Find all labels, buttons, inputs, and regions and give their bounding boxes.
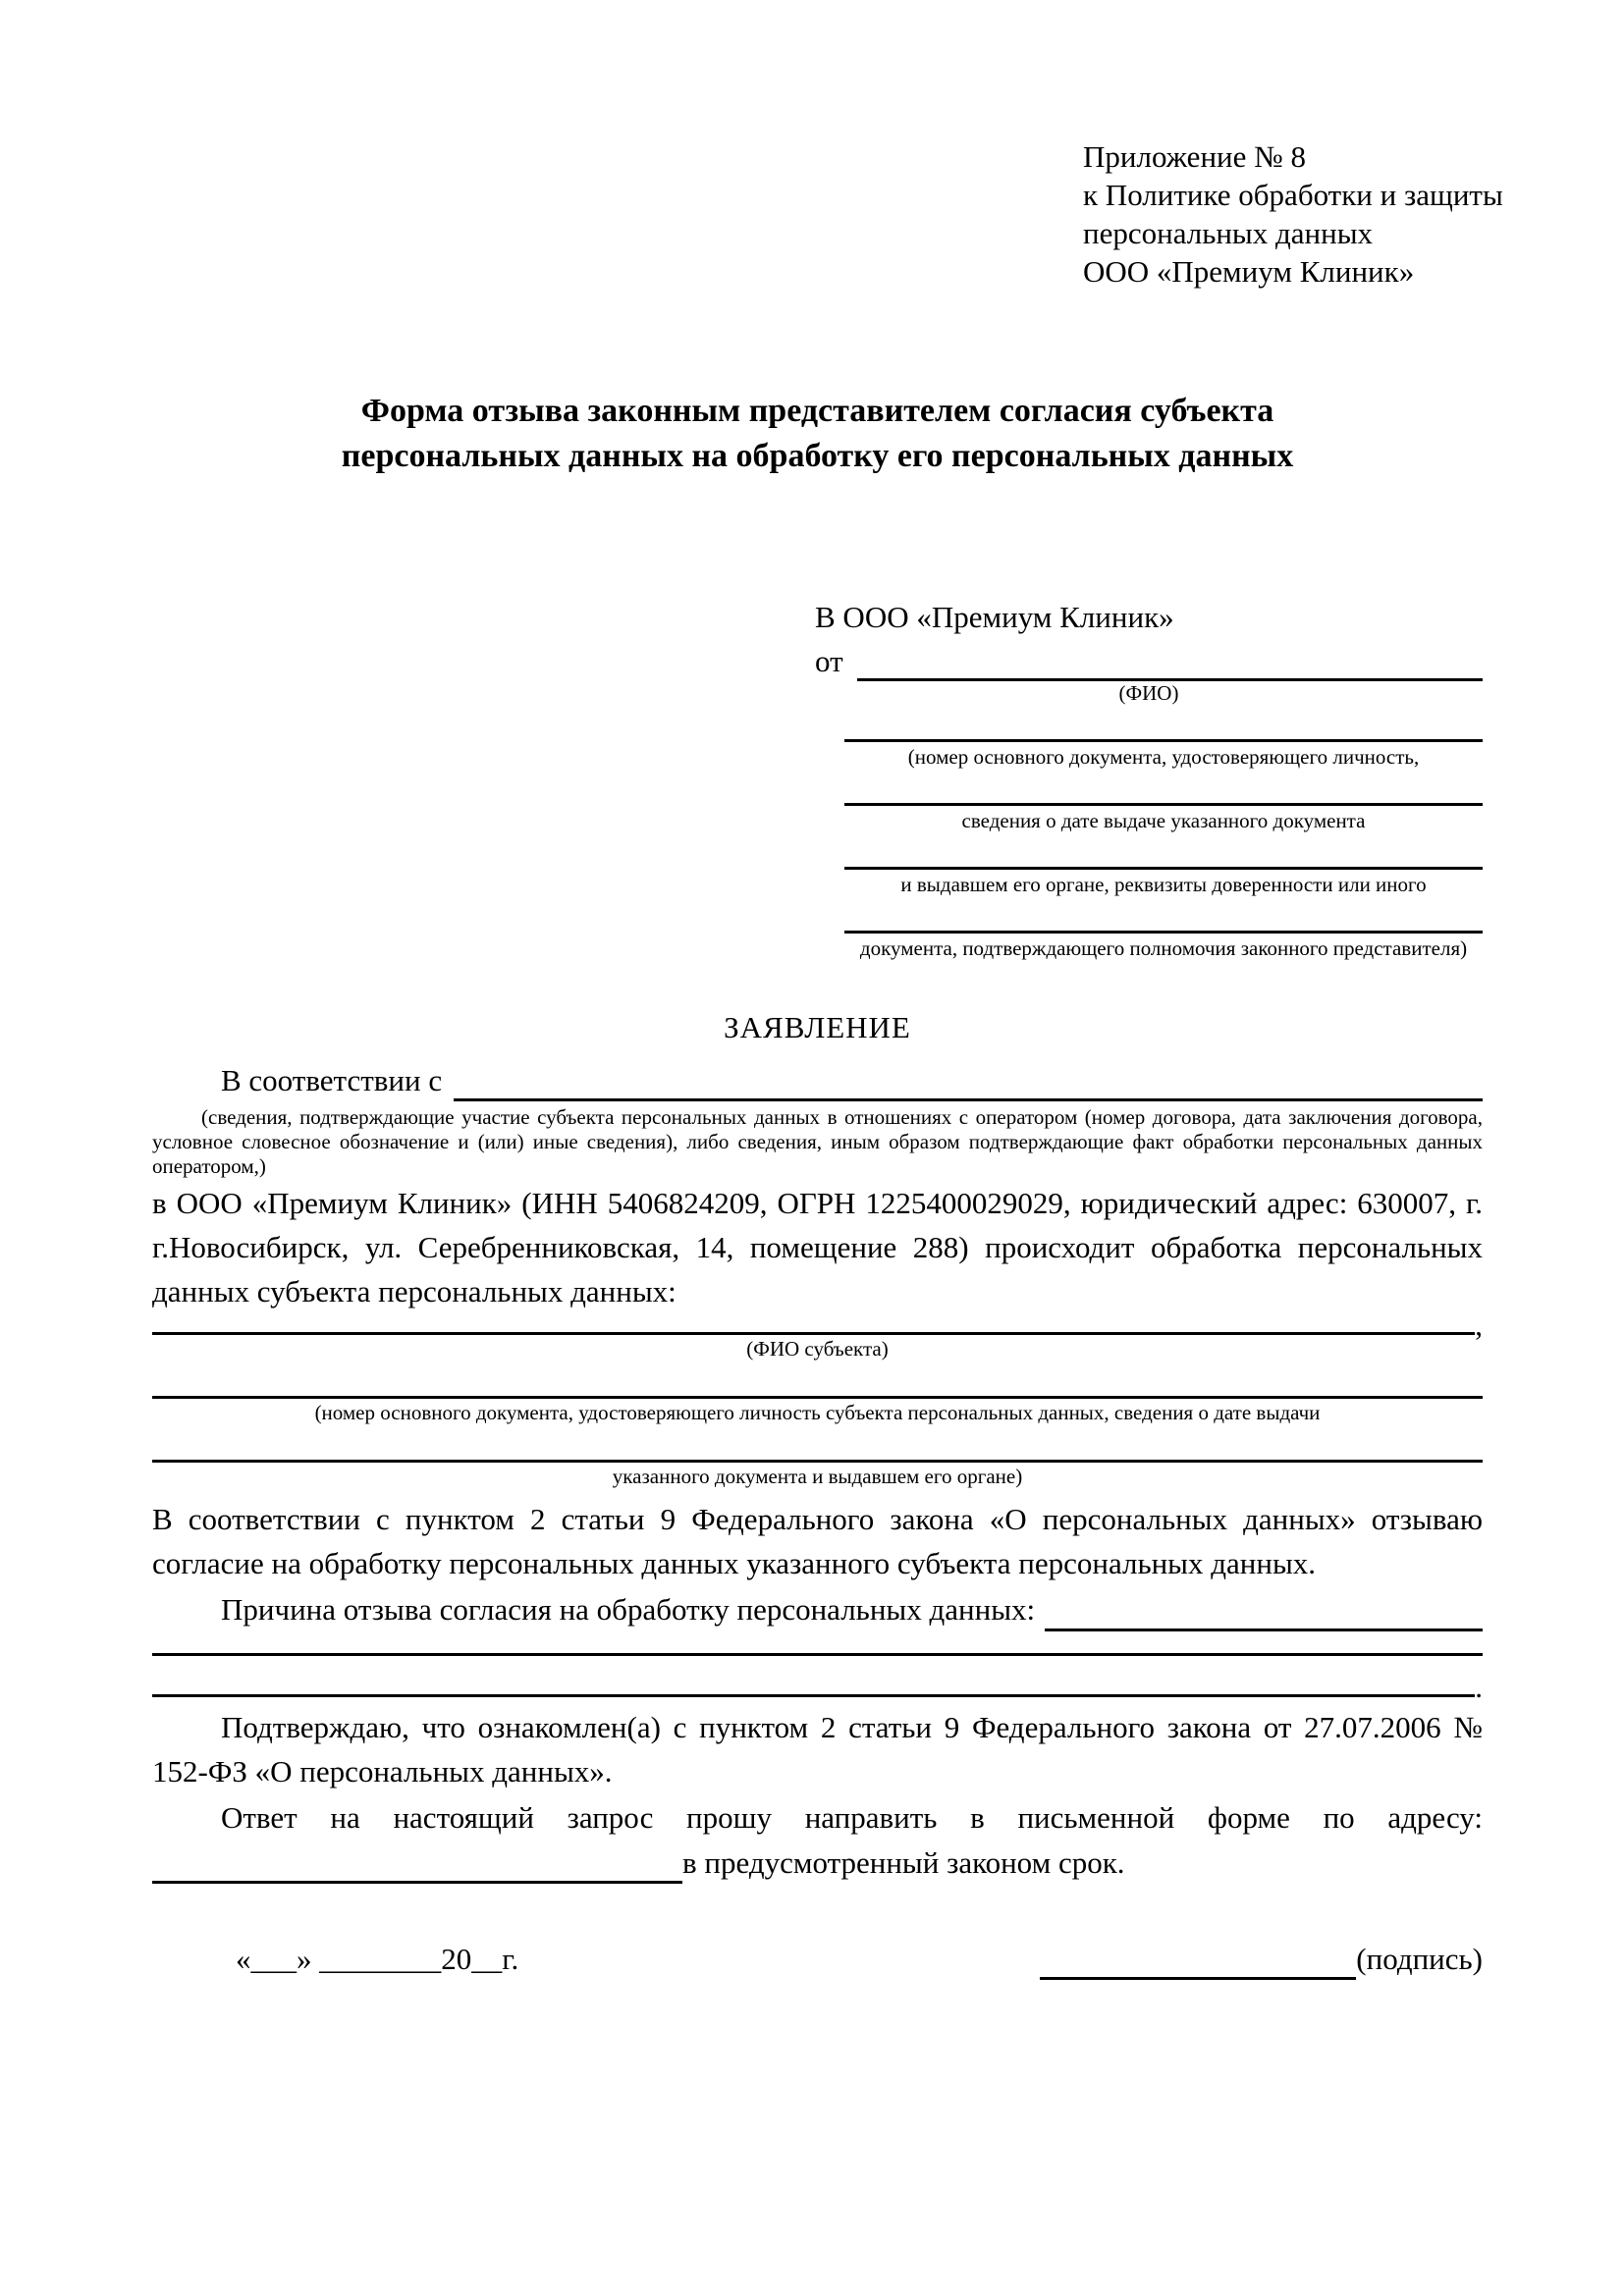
subject-doc-fill-line <box>152 1376 1483 1399</box>
legal-basis-caption: (сведения, подтверждающие участие субъекта персональных данных в отношениях с оператором (номер договора, дата заключения договора, условное словесное обозначение и (или) иные сведения), либо сведения, иным образом подтверждающие факт обработки персональных данных оператором,) <box>152 1104 1483 1178</box>
document-title <box>152 389 1483 479</box>
subject-fio-suffix: , <box>1475 1307 1483 1342</box>
representative-doc-fill-line <box>844 931 1483 934</box>
document-title-line: персональных данных на обработку его персональных данных <box>341 438 1294 475</box>
operator-paragraph: в ООО «Премиум Клиник» (ИНН 5406824209, ОГРН 1225400029029, юридический адрес: 630007, г. г.Новосибирск, ул. Серебренниковская, 14, помещение 288) происходит обработка персональных данных субъекта персональных данных: <box>152 1185 1483 1308</box>
appendix-header <box>1083 137 1503 291</box>
subject-fio-fill-line <box>152 1303 1475 1335</box>
reply-address-fill-line <box>152 1871 682 1884</box>
subject-doc-fill-line <box>152 1440 1483 1463</box>
reply-paragraph: Ответ на настоящий запрос прошу направить в письменной форме по адресу: <box>221 1799 1483 1835</box>
confirmation-paragraph: Подтверждаю, что ознакомлен(а) с пунктом 2 статьи 9 Федерального закона от 27.07.2006 № 152-ФЗ «О персональных данных». <box>152 1709 1483 1789</box>
addressee-from-row <box>815 638 1483 681</box>
representative-doc-fill-line <box>844 867 1483 870</box>
representative-fio-fill-line <box>857 649 1483 681</box>
withdrawal-paragraph: В соответствии с пунктом 2 статьи 9 Федерального закона «О персональных данных» отзываю согласие на обработку персональных данных указанного субъекта персональных данных. <box>152 1501 1483 1580</box>
legal-basis-row <box>152 1056 1483 1101</box>
reply-address-row <box>152 1840 1483 1884</box>
representative-doc-fill-line <box>844 739 1483 742</box>
appendix-header-line: Приложение № 8 <box>1083 139 1306 174</box>
appendix-header-line: к Политике обработки и защиты <box>1083 178 1503 213</box>
reason-row <box>152 1585 1483 1631</box>
reason-extra-row <box>152 1669 1483 1704</box>
representative-doc-field <box>815 931 1483 961</box>
representative-doc-field <box>815 867 1483 897</box>
reason-line-suffix: . <box>1475 1669 1483 1704</box>
signature-footer <box>152 1939 1483 1980</box>
representative-doc-field <box>815 803 1483 833</box>
addressee-block <box>815 596 1483 961</box>
appendix-header-line: персональных данных <box>1083 216 1374 251</box>
representative-doc-caption: документа, подтверждающего полномочия законного представителя) <box>859 935 1468 960</box>
addressee-organization: В ООО «Премиум Клиник» <box>815 599 1174 634</box>
statement-heading: ЗАЯВЛЕНИЕ <box>724 1009 911 1044</box>
reason-fill-line <box>1045 1619 1483 1631</box>
reason-label: Причина отзыва согласия на обработку персональных данных: <box>221 1591 1036 1627</box>
legal-basis-label: В соответствии с <box>221 1062 443 1097</box>
representative-doc-fill-line <box>844 803 1483 806</box>
representative-doc-caption: (номер основного документа, удостоверяющего личность, <box>907 744 1420 769</box>
subject-fio-row <box>152 1307 1483 1342</box>
from-label: от <box>815 643 843 678</box>
representative-doc-field <box>815 739 1483 770</box>
representative-doc-caption: и выдавшем его органе, реквизиты доверенности или иного <box>900 872 1427 896</box>
reason-extra-fill-line <box>152 1684 1475 1697</box>
legal-basis-fill-line <box>454 1069 1483 1101</box>
date-line: «___» ________20__г. <box>236 1941 519 1976</box>
signature-caption: (подпись) <box>1356 1941 1483 1976</box>
appendix-header-line: ООО «Премиум Клиник» <box>1083 254 1415 290</box>
representative-doc-caption: сведения о дате выдаче указанного документа <box>961 808 1366 832</box>
subject-doc-caption: (номер основного документа, удостоверяющего личность субъекта персональных данных, сведения о дате выдачи <box>314 1400 1321 1424</box>
document-title-line: Форма отзыва законным представителем согласия субъекта <box>360 393 1274 430</box>
subject-fio-caption: (ФИО субъекта) <box>746 1336 889 1361</box>
signature-fill-line <box>1040 1948 1356 1980</box>
signature-block <box>1040 1939 1483 1980</box>
reason-extra-fill-line <box>152 1653 1483 1656</box>
fio-caption: (ФИО) <box>1118 680 1179 705</box>
subject-doc-caption: указанного документа и выдавшем его органе) <box>612 1464 1023 1488</box>
reply-suffix: в предусмотренный законом срок. <box>682 1844 1125 1880</box>
